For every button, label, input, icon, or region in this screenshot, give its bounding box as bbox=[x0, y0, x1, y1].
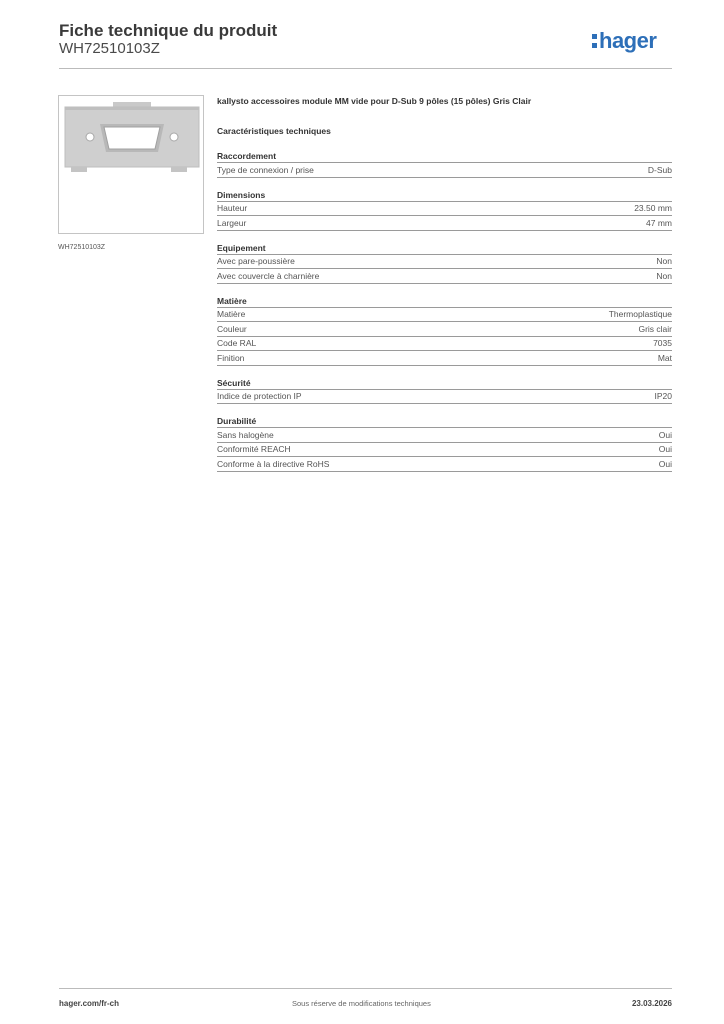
spec-row bbox=[217, 308, 672, 323]
spec-label: Type de connexion / prise bbox=[217, 164, 314, 175]
footer-date: 23.03.2026 bbox=[631, 999, 672, 1008]
spec-value: IP20 bbox=[654, 391, 672, 402]
spec-group-title: Sécurité bbox=[217, 377, 672, 390]
spec-group-title: Dimensions bbox=[217, 189, 672, 202]
spec-label: Hauteur bbox=[217, 203, 248, 214]
footer-divider bbox=[59, 988, 672, 989]
spec-row bbox=[217, 428, 672, 443]
product-description: kallysto accessoires module MM vide pour D-Sub 9 pôles (15 pôles) Gris Clair bbox=[217, 96, 532, 106]
spec-value: D-Sub bbox=[647, 164, 672, 175]
spec-row bbox=[217, 443, 672, 458]
page-title: Fiche technique du produit bbox=[59, 21, 278, 40]
spec-groups bbox=[217, 150, 672, 472]
footer-notice: Sous réserve de modifications techniques bbox=[292, 999, 431, 1008]
footer-website: hager.com/fr-ch bbox=[59, 999, 120, 1008]
spec-row bbox=[217, 255, 672, 270]
spec-value: Non bbox=[656, 256, 672, 267]
spec-group-title: Matière bbox=[217, 295, 672, 308]
dsub-module-icon bbox=[59, 96, 205, 235]
spec-row bbox=[217, 390, 672, 405]
spec-label: Matière bbox=[217, 309, 246, 320]
spec-label: Finition bbox=[217, 352, 245, 363]
logo-dots-icon bbox=[592, 34, 598, 50]
spec-value: 47 mm bbox=[646, 217, 672, 228]
logo-wordmark: hager bbox=[599, 28, 657, 53]
spec-row bbox=[217, 163, 672, 178]
spec-value: Mat bbox=[657, 352, 672, 363]
spec-label: Conforme à la directive RoHS bbox=[217, 458, 330, 469]
spec-row bbox=[217, 216, 672, 231]
spec-group bbox=[217, 242, 672, 284]
spec-row bbox=[217, 202, 672, 217]
spec-label: Sans halogène bbox=[217, 429, 274, 440]
spec-value: Oui bbox=[658, 458, 672, 469]
spec-value: 23.50 mm bbox=[634, 203, 672, 214]
product-reference: WH72510103Z bbox=[59, 40, 160, 57]
spec-label: Largeur bbox=[217, 217, 247, 228]
spec-group bbox=[217, 150, 672, 178]
spec-row bbox=[217, 322, 672, 337]
spec-group bbox=[217, 189, 672, 231]
spec-label: Conformité REACH bbox=[217, 444, 291, 455]
spec-label: Couleur bbox=[217, 323, 247, 334]
spec-label: Avec pare-poussière bbox=[217, 256, 295, 267]
spec-group-title: Equipement bbox=[217, 242, 672, 255]
hager-logo bbox=[592, 27, 682, 59]
spec-value: Thermoplastique bbox=[608, 309, 672, 320]
product-image bbox=[58, 95, 204, 234]
spec-label: Avec couvercle à charnière bbox=[217, 270, 320, 281]
spec-label: Code RAL bbox=[217, 338, 257, 349]
product-details bbox=[217, 95, 672, 472]
header-divider bbox=[59, 68, 672, 69]
specs-section-title: Caractéristiques techniques bbox=[217, 126, 331, 136]
spec-group bbox=[217, 415, 672, 472]
spec-value: Oui bbox=[658, 444, 672, 455]
spec-row bbox=[217, 337, 672, 352]
product-image-caption: WH72510103Z bbox=[58, 244, 106, 251]
spec-row bbox=[217, 351, 672, 366]
spec-value: Gris clair bbox=[638, 323, 672, 334]
spec-value: 7035 bbox=[653, 338, 672, 349]
spec-value: Non bbox=[656, 270, 672, 281]
spec-group-title: Durabilité bbox=[217, 415, 672, 428]
spec-group bbox=[217, 295, 672, 366]
spec-row bbox=[217, 269, 672, 284]
spec-group-title: Raccordement bbox=[217, 150, 672, 163]
spec-label: Indice de protection IP bbox=[217, 391, 302, 402]
spec-group bbox=[217, 377, 672, 405]
spec-value: Oui bbox=[658, 429, 672, 440]
spec-row bbox=[217, 457, 672, 472]
